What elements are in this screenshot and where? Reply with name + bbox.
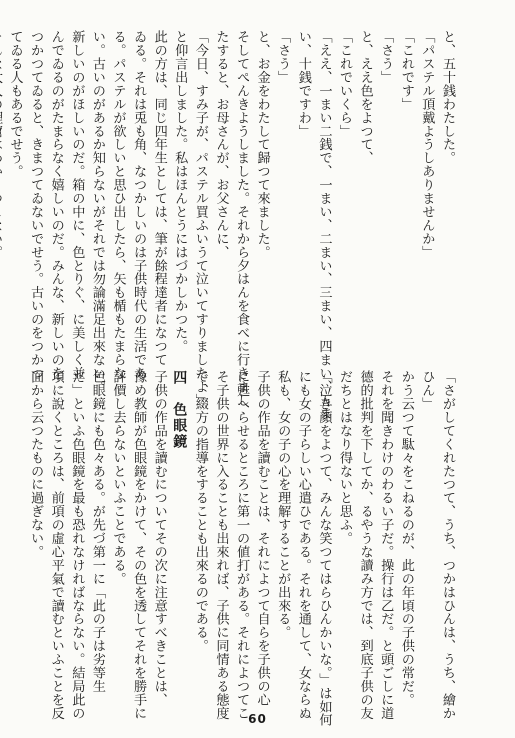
- text-column: と、お金をわたして歸つて來ました。: [254, 30, 270, 259]
- text-column: で、綴方の指導をすることも出來るのである。: [192, 370, 208, 653]
- text-column: 「泣き顔をよつて、みんな笑つてはらひんかいな。」は如何: [316, 370, 332, 727]
- text-column: と仰言出しました。私はほんとうにはづかしかつた。: [172, 30, 188, 353]
- text-column: 此の方は、同じ四年生としては、筆が餘程達者になつて: [151, 30, 167, 367]
- text-column: 新しいのがほしいのだ。箱の中に、色とりぐ、に美しく並: [69, 30, 85, 380]
- text-column: ゐる。それは兎も角、なつかしいのは子供時代の生活であ: [131, 30, 147, 380]
- text-column: 評價し去らないといふことである。: [110, 370, 126, 586]
- text-column: そしてぺんきようしました。それから夕はんを食べに行きまし: [234, 30, 250, 407]
- text-column: 德的批判を下してか、るやうな讀み方では、到底子供の友: [357, 370, 373, 720]
- text-column: と、五十銭わたした。: [440, 30, 455, 165]
- text-column: ひん」: [419, 370, 435, 411]
- text-column: つかつてゐると、きまつてゐないでせう。古いのをつかつ: [28, 30, 44, 380]
- text-column: だ」といふ色眼鏡を最も恐れなければならない。結局此の: [69, 370, 85, 720]
- text-column: い、十銭ですわ」: [295, 30, 311, 138]
- text-column: 「これでいくら」: [337, 30, 353, 138]
- text-column: と、ええ色をよつて、: [357, 30, 373, 165]
- text-column: に甦へらせるところに第一の値打がある。それによつてこ: [234, 370, 250, 720]
- text-column: 「今日、すみ子が、パステル買ふいうて泣いてすりましたよ」: [192, 30, 208, 407]
- text-column: 「さがしてくれたつて、うち、つかはひんは、うち、繪か: [440, 370, 455, 720]
- text-column: 「さう」: [275, 30, 291, 84]
- text-column: んでゐるのがたまらなく嬉しいのだ。みんな、新しいのを: [48, 30, 64, 380]
- text-column: る。パステルが欲しいと思ひ出したら、矢も楯もたまらな: [110, 30, 126, 380]
- text-column: 面から云つたものに過ぎない。: [28, 370, 44, 559]
- text-column: にも女の子らしい心遣ひである。それを通して、女ならぬ: [295, 370, 311, 720]
- page-number: 60: [248, 712, 267, 726]
- text-column: 子供の作品を讀むことは、それによつて自らを子供の心: [254, 370, 270, 707]
- text-column: たすると、お母さんが、お父さんに、: [213, 30, 229, 259]
- text-column: 豫め教師が色眼鏡をかけて、その色を透してそれを勝手に: [131, 370, 147, 720]
- text-column: てゐる人もあるでせう。: [7, 30, 23, 178]
- section-heading: 四 色眼鏡: [171, 370, 188, 450]
- text-column: 私も、女の子の心を理解することが出來る。: [275, 370, 291, 639]
- text-column: 子供の作品を讀むについてその次に注意すべきことは、: [151, 370, 167, 707]
- text-column: 項に說くところは、前項の虛心平氣で讀むといふことを反: [48, 370, 64, 720]
- text-column: 「パステル頂戴ようしありませんか」: [419, 30, 435, 259]
- text-column: い。古いのがあるか知らないがそれでは勿論滿足出來ない。: [89, 30, 105, 394]
- text-column: [0, 30, 4, 348]
- text-column: だちとはなり得ないと思ふ。: [337, 370, 353, 545]
- text-column: 「ええ、一まい二銭で、一まい、二まい、三まい、四まい、五ま: [316, 30, 332, 421]
- text-column: かう云つて駄々をこねるのが、此の年頃の子供の常だ。: [398, 370, 414, 707]
- text-column: そ子供の世界に入ることも出來れば、子供に同情ある態度: [213, 370, 229, 720]
- text-column: 色眼鏡にも色々ある。が先づ第一に「此の子は劣等生: [89, 370, 105, 693]
- text-column: 「これです」: [398, 30, 414, 111]
- text-column: 「さう」: [378, 30, 394, 84]
- text-column: それを聞きわけのわるい子だ。操行は乙だ。と頭ごしに道: [378, 370, 394, 720]
